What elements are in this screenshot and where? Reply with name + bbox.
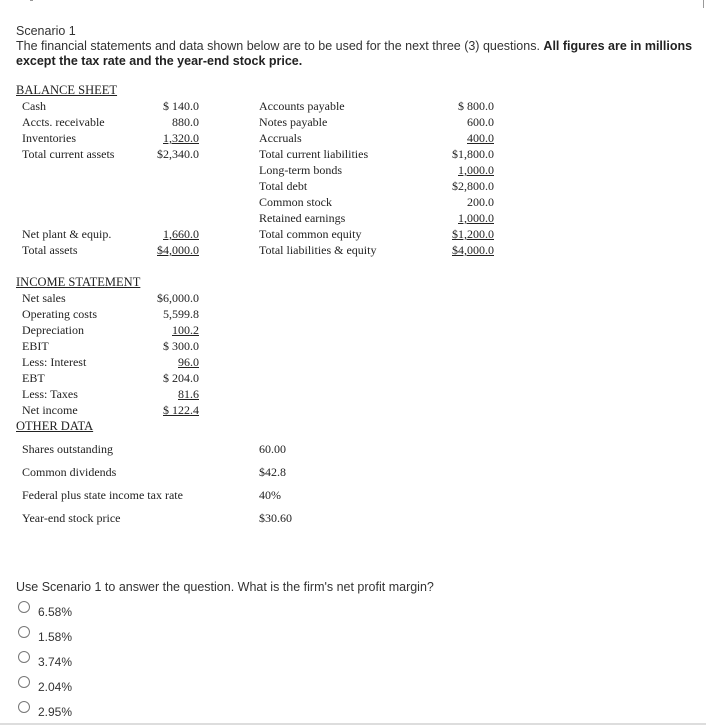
liability-value: 1,000.0	[458, 211, 494, 225]
asset-label: Total current assets	[22, 147, 115, 161]
other-data-heading: OTHER DATA	[16, 419, 94, 433]
intro-bold-text: All figures are in millions except the tax rate and the year-end stock price.	[16, 39, 693, 68]
radio-button[interactable]	[18, 676, 30, 688]
scenario-intro	[16, 24, 696, 69]
liability-label: Common stock	[259, 195, 333, 209]
other-data-label: Year-end stock price	[22, 511, 121, 525]
question-text: Use Scenario 1 to answer the question. What is the firm's net profit margin?	[16, 580, 434, 594]
liability-label: Retained earnings	[259, 211, 346, 225]
answer-option[interactable]	[18, 626, 72, 642]
income-label: Less: Interest	[22, 355, 87, 369]
income-value: $6,000.0	[157, 291, 199, 305]
income-label: Less: Taxes	[22, 387, 78, 401]
asset-label: Total assets	[22, 243, 78, 257]
radio-button[interactable]	[18, 601, 30, 613]
liability-value: $ 800.0	[458, 99, 494, 113]
liability-value: $4,000.0	[452, 243, 494, 257]
income-label: Net income	[22, 403, 78, 417]
other-data-value: $42.8	[259, 465, 286, 479]
other-data-value: 40%	[259, 488, 281, 502]
liability-value: $1,800.0	[452, 147, 494, 161]
liability-value: 1,000.0	[458, 163, 494, 177]
liability-label: Accruals	[259, 131, 302, 145]
liability-label: Total common equity	[259, 227, 362, 241]
income-statement-heading: INCOME STATEMENT	[16, 275, 141, 289]
asset-value: 1,320.0	[163, 131, 199, 145]
liability-value: 200.0	[467, 195, 494, 209]
income-value: 96.0	[178, 355, 199, 369]
income-label: Net sales	[22, 291, 66, 305]
liability-label: Long-term bonds	[259, 163, 342, 177]
income-label: EBT	[22, 371, 45, 385]
balance-sheet-heading: BALANCE SHEET	[16, 83, 118, 97]
scenario-title: Scenario 1	[16, 24, 76, 38]
asset-value: 1,660.0	[163, 227, 199, 241]
income-label: Operating costs	[22, 307, 97, 321]
answer-option-label[interactable]: 6.58%	[38, 605, 73, 619]
asset-label: Cash	[22, 99, 46, 113]
asset-value: $2,340.0	[157, 147, 199, 161]
other-data-label: Shares outstanding	[22, 442, 113, 456]
liability-label: Accounts payable	[259, 99, 345, 113]
answer-option-label[interactable]: 2.04%	[38, 680, 73, 694]
income-label: Depreciation	[22, 323, 84, 337]
asset-value: $ 140.0	[163, 99, 199, 113]
liability-label: Total liabilities & equity	[259, 243, 377, 257]
other-data-value: 60.00	[259, 442, 286, 456]
liability-value: 400.0	[467, 131, 494, 145]
income-value: $ 300.0	[163, 339, 199, 353]
other-data-label: Federal plus state income tax rate	[22, 488, 183, 502]
liability-value: $2,800.0	[452, 179, 494, 193]
answer-option-label[interactable]: 1.58%	[38, 630, 73, 644]
window-edge	[30, 0, 33, 1]
asset-label: Inventories	[22, 131, 76, 145]
liability-label: Notes payable	[259, 115, 328, 129]
answer-option-label[interactable]: 3.74%	[38, 655, 73, 669]
intro-plain-text: The financial statements and data shown below are to be used for the next three (3) questions.	[16, 39, 540, 53]
asset-label: Net plant & equip.	[22, 227, 112, 241]
income-value: 100.2	[172, 323, 199, 337]
radio-button[interactable]	[18, 651, 30, 663]
asset-value: 880.0	[172, 115, 199, 129]
answer-option[interactable]	[18, 601, 72, 617]
answer-option[interactable]	[18, 651, 72, 667]
liability-value: $1,200.0	[452, 227, 494, 241]
asset-value: $4,000.0	[157, 243, 199, 257]
answer-option-label[interactable]: 2.95%	[38, 705, 73, 719]
radio-button[interactable]	[18, 626, 30, 638]
income-value: $ 204.0	[163, 371, 199, 385]
other-data-value: $30.60	[259, 511, 292, 525]
answer-option[interactable]	[18, 701, 72, 717]
income-value: 5,599.8	[163, 307, 199, 321]
liability-label: Total current liabilities	[259, 147, 369, 161]
income-label: EBIT	[22, 339, 49, 353]
liability-label: Total debt	[259, 179, 308, 193]
radio-button[interactable]	[18, 701, 30, 713]
income-value: $ 122.4	[163, 403, 199, 417]
liability-value: 600.0	[467, 115, 494, 129]
scenario-description	[16, 39, 696, 69]
window-edge	[703, 0, 704, 8]
answer-option[interactable]	[18, 676, 72, 692]
asset-label: Accts. receivable	[22, 115, 105, 129]
income-value: 81.6	[178, 387, 199, 401]
other-data-label: Common dividends	[22, 465, 117, 479]
